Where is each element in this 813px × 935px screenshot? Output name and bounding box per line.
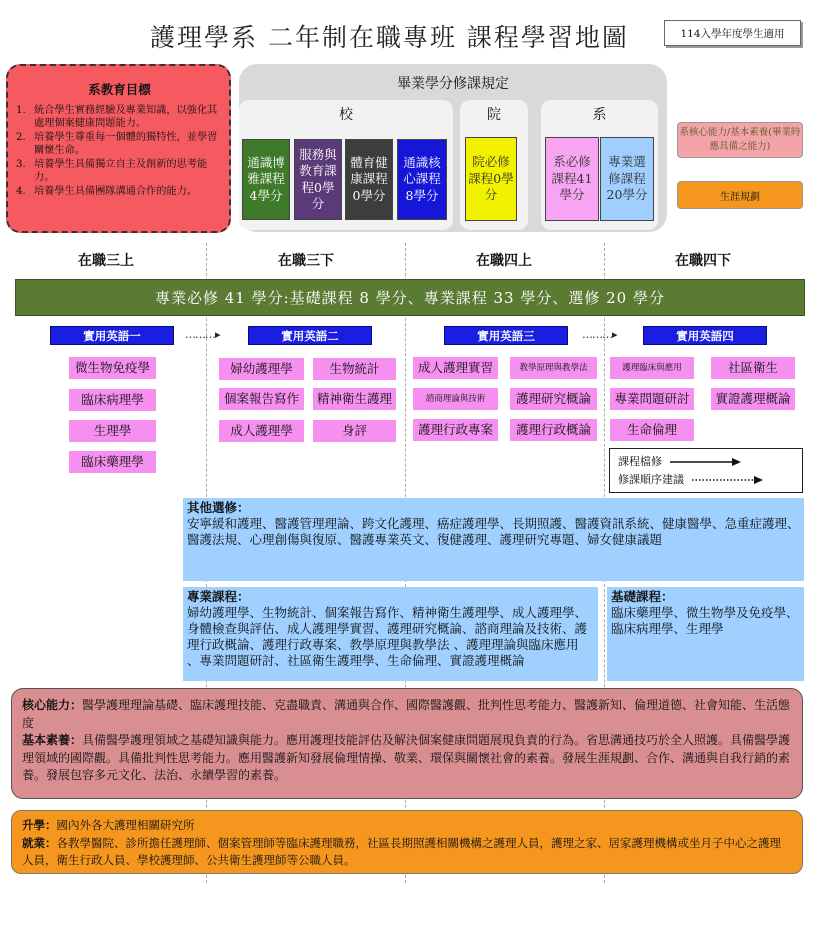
page-title: 護理學系 二年制在職專班 課程學習地圖 [150,23,629,52]
goal-item [16,131,223,157]
further-study-label: 升學： [22,818,57,832]
goal-item [16,104,223,130]
legend-row [618,453,794,471]
goal-number: 4. [16,186,26,197]
legend-row [618,471,794,489]
course-pill: 生物統計 [313,358,396,380]
sequence-arrow: ………▸ [582,328,617,341]
education-goals-list [16,104,223,198]
professional-courses-title: 專業課程： [187,589,250,604]
course-pill: 護理行政概論 [510,419,597,441]
basic-courses-text: 臨床藥理學、微生物學及免疫學、臨床病理學、生理學 [611,605,799,636]
general-core-credit: 通識核心課程8學分 [397,139,447,220]
college-required-credit: 院必修課程0學分 [465,137,517,221]
core-ability-text: 醫學護理理論基礎、臨床護理技能、克盡職責、溝通與合作、國際醫護觀、批判性思考能力、醫護新知、倫理道德、社會知能、生活態度 [22,698,791,730]
core-ability-box [11,688,803,799]
course-pill: 實證護理概論 [711,388,795,410]
other-electives-box [183,498,804,581]
course-pill: 臨床病理學 [69,389,156,411]
english-course: 實用英語一 [50,326,174,345]
dotted-arrow-icon [692,475,764,485]
semester-header: 在職四上 [476,253,532,269]
course-pill: 成人護理實習 [413,357,498,379]
other-electives-text: 安寧緩和護理、醫護管理理論、跨文化護理、癌症護理學、長期照護、醫護資訊系統、健康醫學、急重症護理、醫護法規、心理創傷與復原、醫護專業英文、復健護理、護理研究專題、婦女健康議題 [187,516,800,547]
english-course: 實用英語四 [643,326,767,345]
goal-text: 培養學生尊重每一個體的獨特性，並學習關懷生命。 [34,132,218,156]
career-box [11,810,803,874]
general-liberal-credit: 通識博雅課程4學分 [242,139,290,220]
goal-text: 培養學生具備獨立自主及創新的思考能力。 [34,159,208,183]
course-pill: 婦幼護理學 [219,358,304,380]
goal-item [16,185,223,198]
college-group-label: 院 [487,107,501,123]
professional-elective-credit: 專業選修課程20學分 [600,137,654,221]
school-group-label: 校 [339,107,353,123]
professional-courses-text: 婦幼護理學、生物統計、個案報告寫作、精神衛生護理學、成人護理學、身體檢查與評估、成人護理學實習、護理研究概論、諮商理論及技術、護理行政概論、護理行政專案、教學原理與教學法 、護理理論與臨床應用 、專業問題研討、社區衛生護理學、生命倫理、實證護理概論 [187,605,588,668]
other-electives-title: 其他選修： [187,500,250,515]
basic-literacy-text: 具備醫學護理領域之基礎知識與能力。應用護理技能評估及解決個案健康問題展現負責的行為。省思溝通技巧於全人照護。具備醫學護理領域的國際觀。具備批判性思考能力。應用醫護新知發展倫理情操、敬業、環保與關懷社會的素養。發展生涯規劃、合作、溝通與自我行銷的素養。發展包容多元文化、法治、永續學習的素養。 [22,733,791,782]
semester-header: 在職四下 [675,253,731,269]
legend-required-label: 課程檔修 [618,455,662,468]
employment-label: 就業： [22,835,57,850]
course-pill: 精神衛生護理 [313,388,396,410]
professional-courses-box [183,587,598,681]
basic-courses-box [607,587,804,681]
education-goals-box [6,64,231,233]
semester-header: 在職三下 [278,253,334,269]
education-goals-title: 系教育目標 [88,82,151,97]
semester-header: 在職三上 [78,253,134,269]
pe-health-credit: 體育健康課程0學分 [345,139,393,220]
employment-text: 各教學醫院、診所擔任護理師、個案管理師等臨床護理職務，社區長期照護相關機構之護理人員，護理之家、居家護理機構或坐月子中心之護理人員，衛生行政人員、學校護理師、公共衛生護理師等公職人員。 [22,835,781,867]
solid-arrow-icon [670,457,742,467]
core-ability-label: 核心能力： [22,698,83,712]
course-pill: 個案報告寫作 [219,388,304,410]
course-pill: 身評 [313,420,396,442]
course-pill: 生命倫理 [610,419,694,441]
course-pill: 生理學 [69,420,156,442]
goal-text: 培養學生具備團隊溝通合作的能力。 [34,186,197,197]
graduation-rules-box [239,64,667,232]
goal-number: 1. [16,105,26,116]
year-note: 114入學年度學生適用 [664,20,801,46]
goal-number: 2. [16,132,26,143]
core-ability-legend: 系核心能力/基本素養(畢業時應具備之能力) [677,122,803,158]
further-study-text: 國內外各大護理相關研究所 [56,818,195,832]
english-course: 實用英語二 [248,326,372,345]
dept-required-credit: 系必修課程41學分 [545,137,599,221]
service-education-credit: 服務與教育課程0學分 [294,139,342,220]
course-pill: 護理行政專案 [413,419,498,441]
course-pill: 臨床藥理學 [69,451,156,473]
goal-text: 統合學生實務經驗及專業知識，以強化其處理個案健康問題能力。 [34,105,218,129]
basic-literacy-label: 基本素養： [22,733,83,747]
course-pill: 護理研究概論 [510,388,597,410]
sequence-arrow: ………▸ [185,328,220,341]
credit-banner: 專業必修 41 學分:基礎課程 8 學分、專業課程 33 學分、選修 20 學分 [15,279,805,316]
basic-courses-title: 基礎課程： [611,589,674,604]
course-pill: 社區衛生 [711,357,795,379]
english-course: 實用英語三 [444,326,568,345]
arrow-legend [609,448,803,493]
career-legend: 生涯規劃 [677,181,803,209]
course-pill: 教學原理與教學法 [510,357,597,379]
course-pill: 護理臨床與應用 [610,357,694,379]
legend-order-label: 修課順序建議 [618,473,684,486]
course-pill: 微生物免疫學 [69,357,156,379]
goal-number: 3. [16,159,26,170]
course-pill: 專業問題研討 [610,388,694,410]
course-pill: 成人護理學 [219,420,304,442]
course-pill: 諮商理論與技術 [413,388,498,410]
dept-group-label: 系 [592,107,607,123]
graduation-rules-title: 畢業學分修課規定 [397,76,509,92]
goal-item [16,158,223,184]
